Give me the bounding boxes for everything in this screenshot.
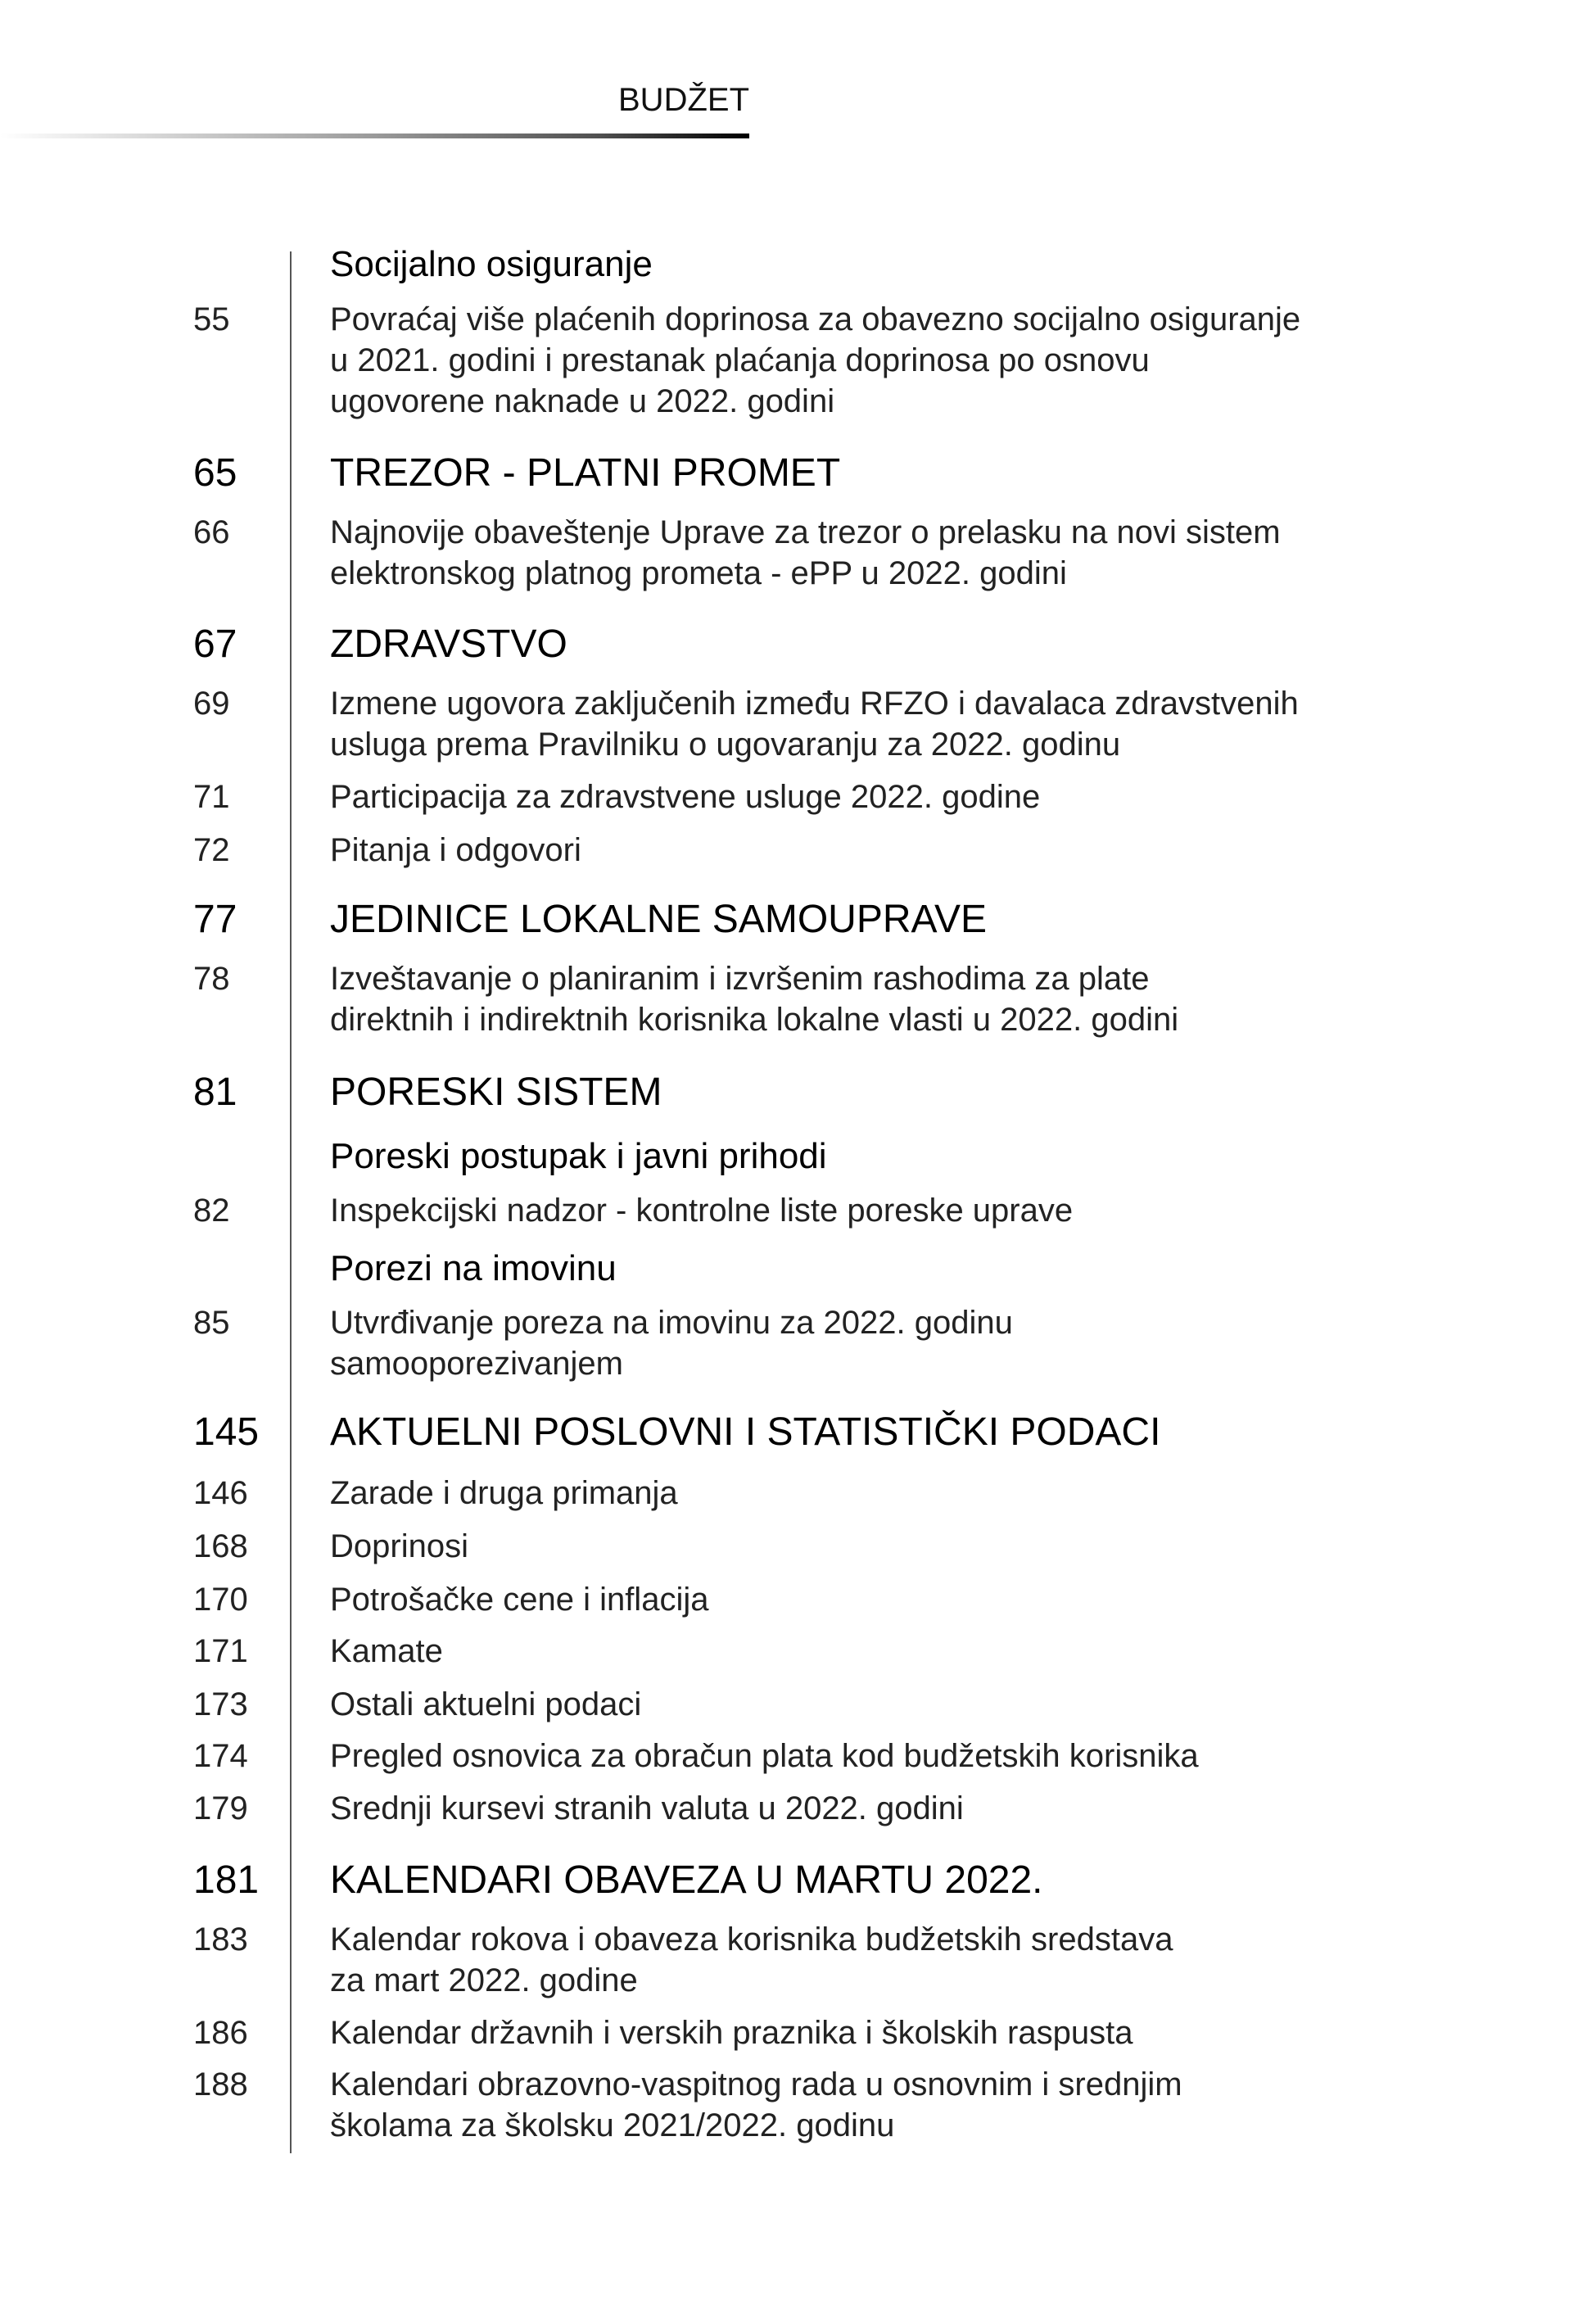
toc-title (330, 1302, 1395, 1384)
toc-title (330, 1736, 1395, 1777)
toc-title-line: ugovorene naknade u 2022. godini (330, 383, 835, 419)
toc-title (330, 958, 1395, 1040)
toc-title-line: samooporezivanjem (330, 1346, 623, 1382)
toc-title-line: PORESKI SISTEM (330, 1070, 662, 1114)
toc-title-line: u 2021. godini i prestanak plaćanja doprinosa po osnovu (330, 342, 1150, 378)
toc-title-line: Najnovije obaveštenje Uprave za trezor o prelasku na novi sistem (330, 514, 1281, 550)
toc-title-line: Povraćaj više plaćenih doprinosa za obavezno socijalno osiguranje (330, 301, 1301, 337)
toc-title-line: Utvrđivanje poreza na imovinu za 2022. godinu (330, 1305, 1013, 1341)
toc-vertical-divider (290, 251, 292, 2153)
toc-page-number: 65 (193, 451, 237, 495)
toc-title-line: AKTUELNI POSLOVNI I STATISTIČKI PODACI (330, 1410, 1161, 1454)
toc-title-line: za mart 2022. godine (330, 1962, 638, 1998)
toc-page-number: 55 (193, 301, 230, 337)
toc-title-line: elektronskog platnog prometa - ePP u 2022. godini (330, 555, 1067, 591)
toc-title-line: Izveštavanje o planiranim i izvršenim rashodima za plate (330, 961, 1150, 997)
toc-title (330, 897, 1395, 943)
toc-title-line: Potrošačke cene i inflacija (330, 1582, 709, 1618)
toc-title-line: Porezi na imovinu (330, 1248, 617, 1288)
toc-page-number: 171 (193, 1633, 248, 1669)
toc-title (330, 1858, 1395, 1903)
running-head-title: BUDŽET (618, 82, 749, 118)
toc-title (330, 1631, 1395, 1672)
toc-page-number: 77 (193, 898, 237, 941)
toc-title-line: Ostali aktuelni podaci (330, 1686, 642, 1722)
toc-title (330, 242, 1395, 287)
toc-title (330, 1473, 1395, 1514)
toc-title (330, 1190, 1395, 1231)
toc-title (330, 299, 1395, 422)
toc-page-number: 186 (193, 2015, 248, 2051)
toc-title-line: Socijalno osiguranje (330, 244, 653, 284)
toc-title-line: Inspekcijski nadzor - kontrolne liste poreske uprave (330, 1193, 1074, 1229)
toc-title (330, 2064, 1395, 2146)
toc-page-number: 82 (193, 1193, 230, 1229)
toc-title-line: Kamate (330, 1633, 443, 1669)
toc-page-number: 183 (193, 1921, 248, 1958)
toc-title (330, 1684, 1395, 1725)
header-gradient-rule (0, 134, 749, 138)
toc-page-number: 81 (193, 1070, 237, 1114)
toc-title (330, 1134, 1395, 1179)
toc-title-line: usluga prema Pravilniku o ugovaranju za 2022. godinu (330, 726, 1121, 763)
toc-title-line: ZDRAVSTVO (330, 622, 567, 666)
toc-page-number: 145 (193, 1410, 260, 1454)
toc-title-line: JEDINICE LOKALNE SAMOUPRAVE (330, 898, 987, 941)
toc-title-line: Kalendar rokova i obaveza korisnika budžetskih sredstava (330, 1921, 1173, 1958)
toc-page-number: 78 (193, 961, 230, 997)
toc-title (330, 830, 1395, 871)
toc-page-number: 69 (193, 686, 230, 722)
toc-title-line: KALENDARI OBAVEZA U MARTU 2022. (330, 1858, 1043, 1902)
toc-title-line: Pitanja i odgovori (330, 832, 581, 868)
toc-page-number: 71 (193, 779, 230, 815)
toc-title-line: Izmene ugovora zaključenih između RFZO i davalaca zdravstvenih (330, 686, 1299, 722)
toc-title-line: Participacija za zdravstvene usluge 2022. godine (330, 779, 1041, 815)
toc-title-line: Pregled osnovica za obračun plata kod budžetskih korisnika (330, 1738, 1199, 1774)
toc-title (330, 622, 1395, 668)
toc-title (330, 1070, 1395, 1116)
toc-title (330, 1410, 1395, 1455)
toc-page-number: 146 (193, 1475, 248, 1511)
toc-title-line: TREZOR - PLATNI PROMET (330, 451, 841, 495)
toc-page-number: 67 (193, 622, 237, 666)
toc-title-line: školama za školsku 2021/2022. godinu (330, 2107, 895, 2143)
toc-page-number: 188 (193, 2066, 248, 2102)
toc-page-number: 72 (193, 832, 230, 868)
toc-page-number: 85 (193, 1305, 230, 1341)
toc-title (330, 1579, 1395, 1620)
toc-page-number: 168 (193, 1528, 248, 1564)
toc-page-number: 181 (193, 1858, 260, 1902)
toc-title-line: Doprinosi (330, 1528, 468, 1564)
toc-title-line: Zarade i druga primanja (330, 1475, 678, 1511)
toc-page-number: 170 (193, 1582, 248, 1618)
toc-title (330, 776, 1395, 817)
toc-page-number: 174 (193, 1738, 248, 1774)
toc-page-number: 173 (193, 1686, 248, 1722)
toc-title (330, 1526, 1395, 1567)
toc-title (330, 683, 1395, 765)
toc-title (330, 1919, 1395, 2001)
toc-title-line: direktnih i indirektnih korisnika lokalne vlasti u 2022. godini (330, 1002, 1179, 1038)
toc-title (330, 2012, 1395, 2053)
toc-title (330, 512, 1395, 594)
toc-title-line: Kalendari obrazovno-vaspitnog rada u osnovnim i srednjim (330, 2066, 1182, 2102)
toc-title-line: Kalendar državnih i verskih praznika i školskih raspusta (330, 2015, 1133, 2051)
toc-page-number: 66 (193, 514, 230, 550)
toc-page-number: 179 (193, 1790, 248, 1826)
toc-title (330, 1247, 1395, 1291)
toc-title-line: Poreski postupak i javni prihodi (330, 1136, 827, 1176)
toc-title (330, 450, 1395, 496)
toc-title-line: Srednji kursevi stranih valuta u 2022. godini (330, 1790, 964, 1826)
toc-title (330, 1788, 1395, 1829)
